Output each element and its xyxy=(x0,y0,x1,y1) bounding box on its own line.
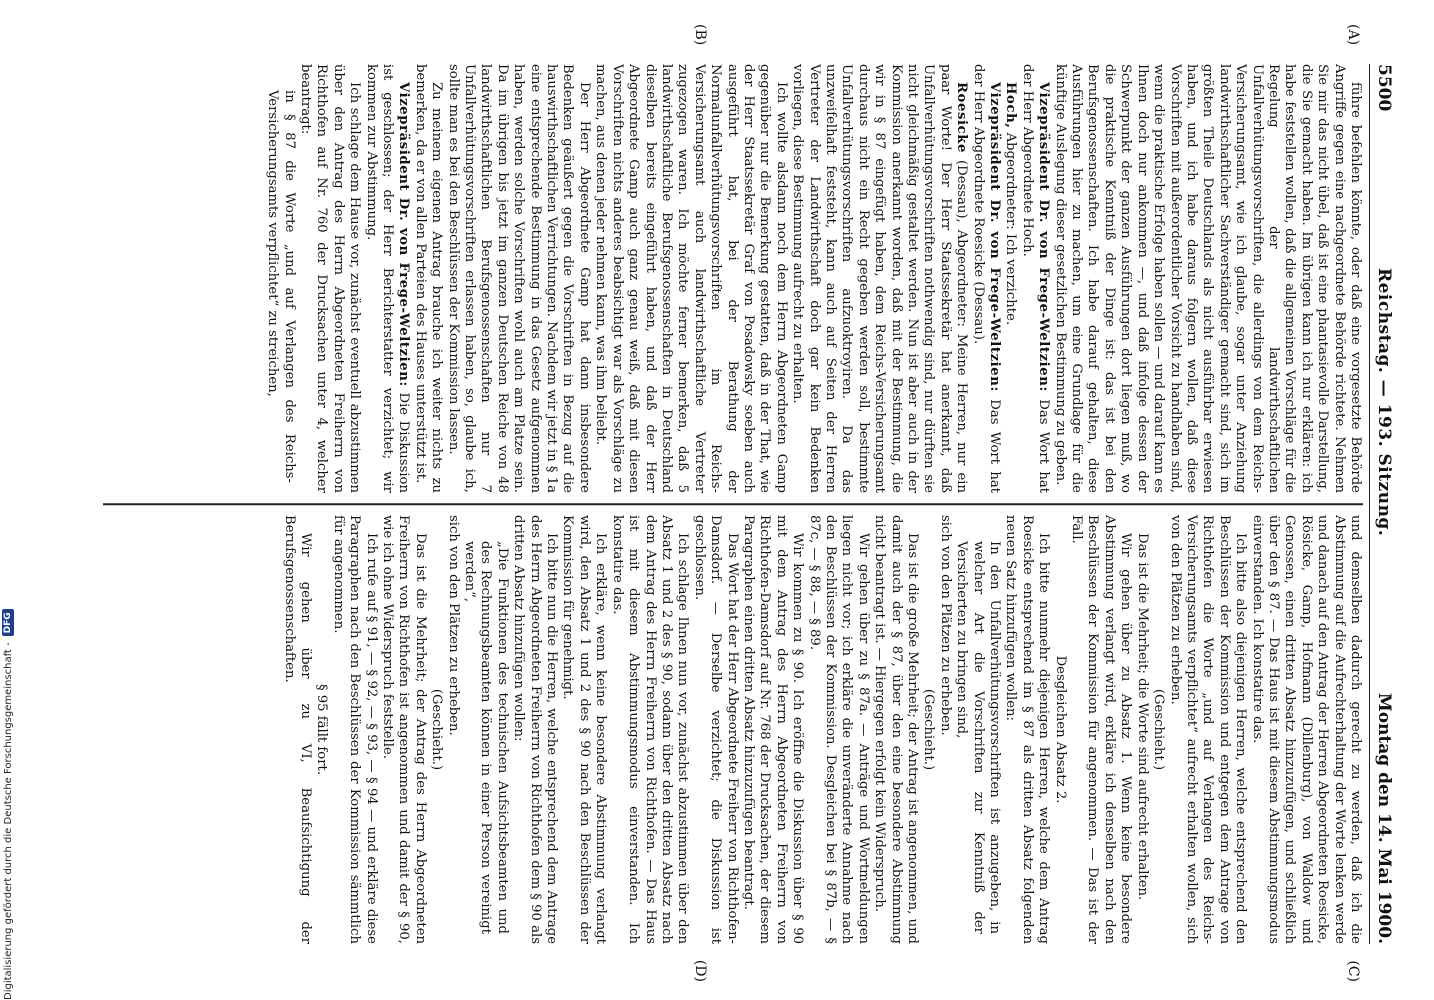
paragraph: Ich schlage dem Hause vor, zunächst eventuell abzustimmen über den Antrag des Herrn Abgeordneten Freiherrn von Richthofen auf Nr. 760 der Drucksachen unter 4, welcher beantragt: xyxy=(298,64,363,493)
right-column xyxy=(103,515,1363,944)
quoted-motion: In den Unfallverhütungsvorschriften ist anzugeben, in welcher Art die Vorschriften zur Kenntniß der Versicherten zu bringen sind, xyxy=(954,541,1003,934)
margin-mark-d: (D) xyxy=(692,959,708,982)
paragraph: Der Herr Abgeordnete Gamp hat dann insbesondere Bedenken geäußert gegen die Vorschriften in Bezug auf die hauswirthschaftlichen Verrichtungen. Nachdem wir jetzt in § 1a eine entsprechende Bestimmung in das Gesetz aufgenommen haben, werden solche Vorschriften wohl auch am Platze sein. Da im übrigen bis jetzt im ganzen Deutschen Reiche von 48 landwirthschaftlichen Berufsgenossenschaften nur 7 Unfallverhütungsvorschriften erlassen haben, so, glaube ich, sollte man es bei den Beschlüssen der Kommission lassen. xyxy=(445,64,592,493)
paragraph: Das ist die Mehrheit; der Antrag des Herrn Abgeordneten Freiherrn von Richthofen ist angenommen und damit der § 90, wie ich ohne Widerspruch feststelle. xyxy=(380,515,428,944)
paragraph: Das Wort hat der Herr Abgeordnete Freiherr von Richthofen-Damsdorf. — Derselbe verzichtet; die Diskussion ist geschlossen. xyxy=(691,515,740,944)
paragraph: sich von den Plätzen zu erheben. xyxy=(937,515,953,736)
speech-text: (Dessau), Abgeordneter: Meine Herren, nur ein paar Worte! Der Herr Staatssekretär hat anerkannt, daß Unfallverhütungsvorschriften nothwendig sind, nur dürften sie nicht gleichmäßig gestaltet werden. Nun ist aber auch in der Kommission anerkannt worden, daß mit der Bestimmung, die wir in § 87 eingefügt haben, dem Reichs-Versicherungsamt durchaus nicht ein Recht gegeben werden soll, bestimmte Unfallverhütungsvorschriften aufzuoktroyiren. Da das unzweifelhaft feststeht, kann auch auf Seiten der Herren Vertreter der Landwirthschaft doch gar kein Bedenken vorliegen, diese Bestimmung aufrecht zu erhalten. xyxy=(790,64,970,493)
text-columns xyxy=(103,24,1363,982)
speaker-name: Vizepräsident Dr. von Frege-Weltzien: xyxy=(396,82,412,387)
stage-direction: Desgleichen Absatz 2. xyxy=(1052,655,1068,804)
paragraph: Ich wollte alsdann noch dem Herrn Abgeordneten Gamp gegenüber nur die Bemerkung gestatten, daß in der That, wie der Herr Staatssekretär Graf von Posadowsky soeben auch ausgeführt hat, bei der Berathung der Normalunfallverhütungsvorschriften im Reichs-Versicherungsamt auch landwirthschaftliche Vertreter zugezogen waren. Ich möchte ferner bemerken, daß 5 landwirthschaftliche Berufsgenossenschaften in Deutschland dieselben bereits eingeführt haben, und daß der Herr Abgeordnete Gamp auch ganz genau weiß, daß mit diesen Vorschriften nichts anderes beabsichtigt war als Vorschläge zu machen, aus denen jeder nehmen kann, was ihm beliebt. xyxy=(593,64,789,493)
paragraph: Ich schlage Ihnen nun vor, zunächst abzustimmen über den Absatz 1 und 2 des § 90, sodann über den dritten Absatz nach dem Antrag des Herrn Freiherrn von Richthofen. — Das Haus ist mit diesem Abstimmungsmodus einverstanden. Ich konstatire das. xyxy=(609,515,691,944)
stage-direction: (Geschieht.) xyxy=(429,688,445,771)
column-divider xyxy=(103,503,1363,505)
margin-mark-c: (C) xyxy=(1345,960,1361,982)
credit-text: Digitalisierung gefördert durch die Deutsche Forschungsgemeinschaft - xyxy=(2,642,14,1000)
speech-text: Das Wort hat der Herr Abgeordnete Hoch. xyxy=(1019,64,1052,493)
speaker-name: Hoch, xyxy=(1003,82,1019,129)
speaker-name: Vizepräsident Dr. von Frege-Weltzien: xyxy=(987,82,1003,392)
paragraph: Ich bitte nun die Herren, welche entsprechend dem Antrage des Herrn Abgeordneten Freiherrn von Richthofen dem § 90 als dritten Absatz hinzufügen wollen: xyxy=(511,515,560,944)
speech-text: Das Wort hat der Herr Abgeordnete Roesicke (Dessau). xyxy=(970,64,1003,493)
paragraph: Das ist die große Mehrheit; der Antrag ist angenommen, und damit auch der § 87, über den eine besondere Abstimmung nicht beantragt ist. — Hiergegen erfolgt kein Widerspruch. xyxy=(872,515,921,944)
quoted-motion: in § 87 die Worte „und auf Verlangen des Reichs-Versicherungsamts verpflichtet“ zu streichen, xyxy=(265,90,297,483)
paragraph: Zu meinem eigenen Antrag brauche ich weiter nichts zu bemerken, da er von allen Parteien des Hauses unterstützt ist. xyxy=(412,64,445,493)
speaker-name: Vizepräsident Dr. von Frege-Weltzien: xyxy=(1036,82,1052,392)
speech-text: Abgeordneter: Ich verzichte. xyxy=(1003,128,1019,326)
paragraph: und demselben dadurch gerecht zu werden, daß ich die Abstimmung auf die Aufrechterhaltung der Worte lenken werde und danach auf den Antrag der Herren Abgeordneten Roesicke, Rösicke, Gamp, Hofmann (Dillenburg), von Waldow und Genossen, einen dritten Absatz hinzuzufügen, und schließlich über den § 87. — Das Haus ist mit diesem Abstimmungsmodus einverstanden. Ich konstatire das. xyxy=(1249,515,1363,944)
margin-mark-b: (B) xyxy=(692,24,708,46)
speaker-paragraph xyxy=(1002,64,1018,493)
paragraph: Ich rufe auf § 91, — § 92, — § 93, — § 94 — und erkläre diese Paragraphen nach den Beschlüssen der Kommission sämmtlich für angenommen. xyxy=(330,515,379,944)
paragraph: führe befehlen könnte, oder daß eine vorgesetzte Behörde Angriffe gegen eine nachgeordnete Behörde richtete. Nehmen Sie mir das nicht übel, daß ist eine phantasievolle Darstellung, die Sie gemacht haben. Im übrigen kann ich nur erklären: ich habe feststellen wollen, daß die allgemeinen Vorschläge für die Regelung der landwirthschaftlichen Unfallverhütungsvorschriften, die allerdings von dem Reichs-Versicherungsamt, wie ich glaube, sogar unter Anziehung landwirthschaftlicher Sachverständiger gemacht sind, sich im größten Theile Deutschlands als nicht ausführbar erwiesen haben, und ich habe daraus folgern wollen, daß diese Vorschriften mit außerordentlicher Vorsicht zu handhaben sind, wenn die praktische Erfolge haben sollen — und darauf kann es Ihnen doch nur ankommen —, und daß infolge dessen der Schwerpunkt der ganzen Ausführungen dort liegen muß, wo die praktische Kenntniß der Dinge ist: das ist bei den Berufsgenossenschaften. Ich habe darauf gehalten, diese Ausführungen hier zu machen, um eine Grundlage für die künftige Auslegung dieser gesetzlichen Bestimmung zu geben. xyxy=(1052,64,1363,493)
paragraph: Ich bitte also diejenigen Herren, welche entsprechend den Beschlüssen der Kommission und entgegen dem Antrage von Richthofen die Worte „und auf Verlangen des Reichs-Versicherungsamts verpflichtet“ aufrecht erhalten wollen, sich von den Plätzen zu erheben. xyxy=(1167,515,1249,944)
speaker-paragraph xyxy=(362,64,411,493)
paragraph: Wir kommen zu § 90. Ich eröffne die Diskussion über § 90 mit dem Antrag des Herrn Abgeordneten Freiherrn von Richthofen-Damsdorf auf Nr. 768 der Drucksachen, der diesem Paragraphen einen dritten Absatz hinzuzufügen beantragt. xyxy=(740,515,806,944)
dfg-logo: DFG xyxy=(2,609,14,636)
digitization-credit xyxy=(2,609,14,1000)
session-date: Montag den 14. Mai 1900. xyxy=(1374,692,1394,944)
paragraph: sich von den Plätzen zu erheben. xyxy=(445,515,461,736)
speaker-paragraph xyxy=(1018,64,1051,493)
stage-direction: (Geschieht.) xyxy=(1151,688,1167,771)
margin-mark-a: (A) xyxy=(1345,24,1361,46)
stage-direction: (Geschieht.) xyxy=(921,688,937,771)
page-number: 5500 xyxy=(1374,64,1394,112)
left-column xyxy=(103,64,1363,493)
paragraph: Wir gehen über zu Absatz 1. Wenn keine besondere Abstimmung verlangt wird, erkläre ich denselben nach den Beschlüssen der Kommission für angenommen. — Das ist der Fall. xyxy=(1069,515,1134,944)
paragraph: Ich erkläre, wenn keine besondere Abstimmung verlangt wird, den Absatz 1 und 2 des § 90 nach den Beschlüssen der Kommission für genehmigt. xyxy=(560,515,609,944)
speaker-paragraph xyxy=(789,64,969,493)
paragraph: Das ist die Mehrheit; die Worte sind aufrecht erhalten. xyxy=(1134,533,1150,901)
speaker-paragraph xyxy=(969,64,1002,493)
speech-text: Die Diskussion ist geschlossen; der Herr Berichterstatter verzichtet; wir kommen zur Abstimmung. xyxy=(363,64,412,493)
paragraph: Wir gehen über zu VI, Beaufsichtigung der Berufsgenossenschaften. xyxy=(281,515,313,944)
paragraph: Ich bitte nunmehr diejenigen Herren, welche dem Antrag Roesicke entsprechend im § 87 als dritten Absatz folgenden neuen Satz hinzufügen wollen: xyxy=(1003,515,1052,944)
quoted-motion: „Die Funktionen des technischen Aufsichtsbeamten und des Rechnungsbeamten können in einer Person vereinigt werden“, xyxy=(462,541,510,934)
stage-direction: § 95 fällt fort. xyxy=(314,683,330,776)
page-title: Reichstag. — 193. Sitzung. xyxy=(1374,267,1394,537)
speaker-name: Roesicke xyxy=(954,82,970,153)
paragraph: Wir gehen über zu § 87a. — Anträge und Wortmeldungen liegen nicht vor; ich erkläre die unveränderte Annahme nach den Beschlüssen der Kommission. Desgleichen bei § 87b, — § 87c, — § 88, — § 89. xyxy=(806,515,871,944)
page-header xyxy=(1369,64,1394,944)
